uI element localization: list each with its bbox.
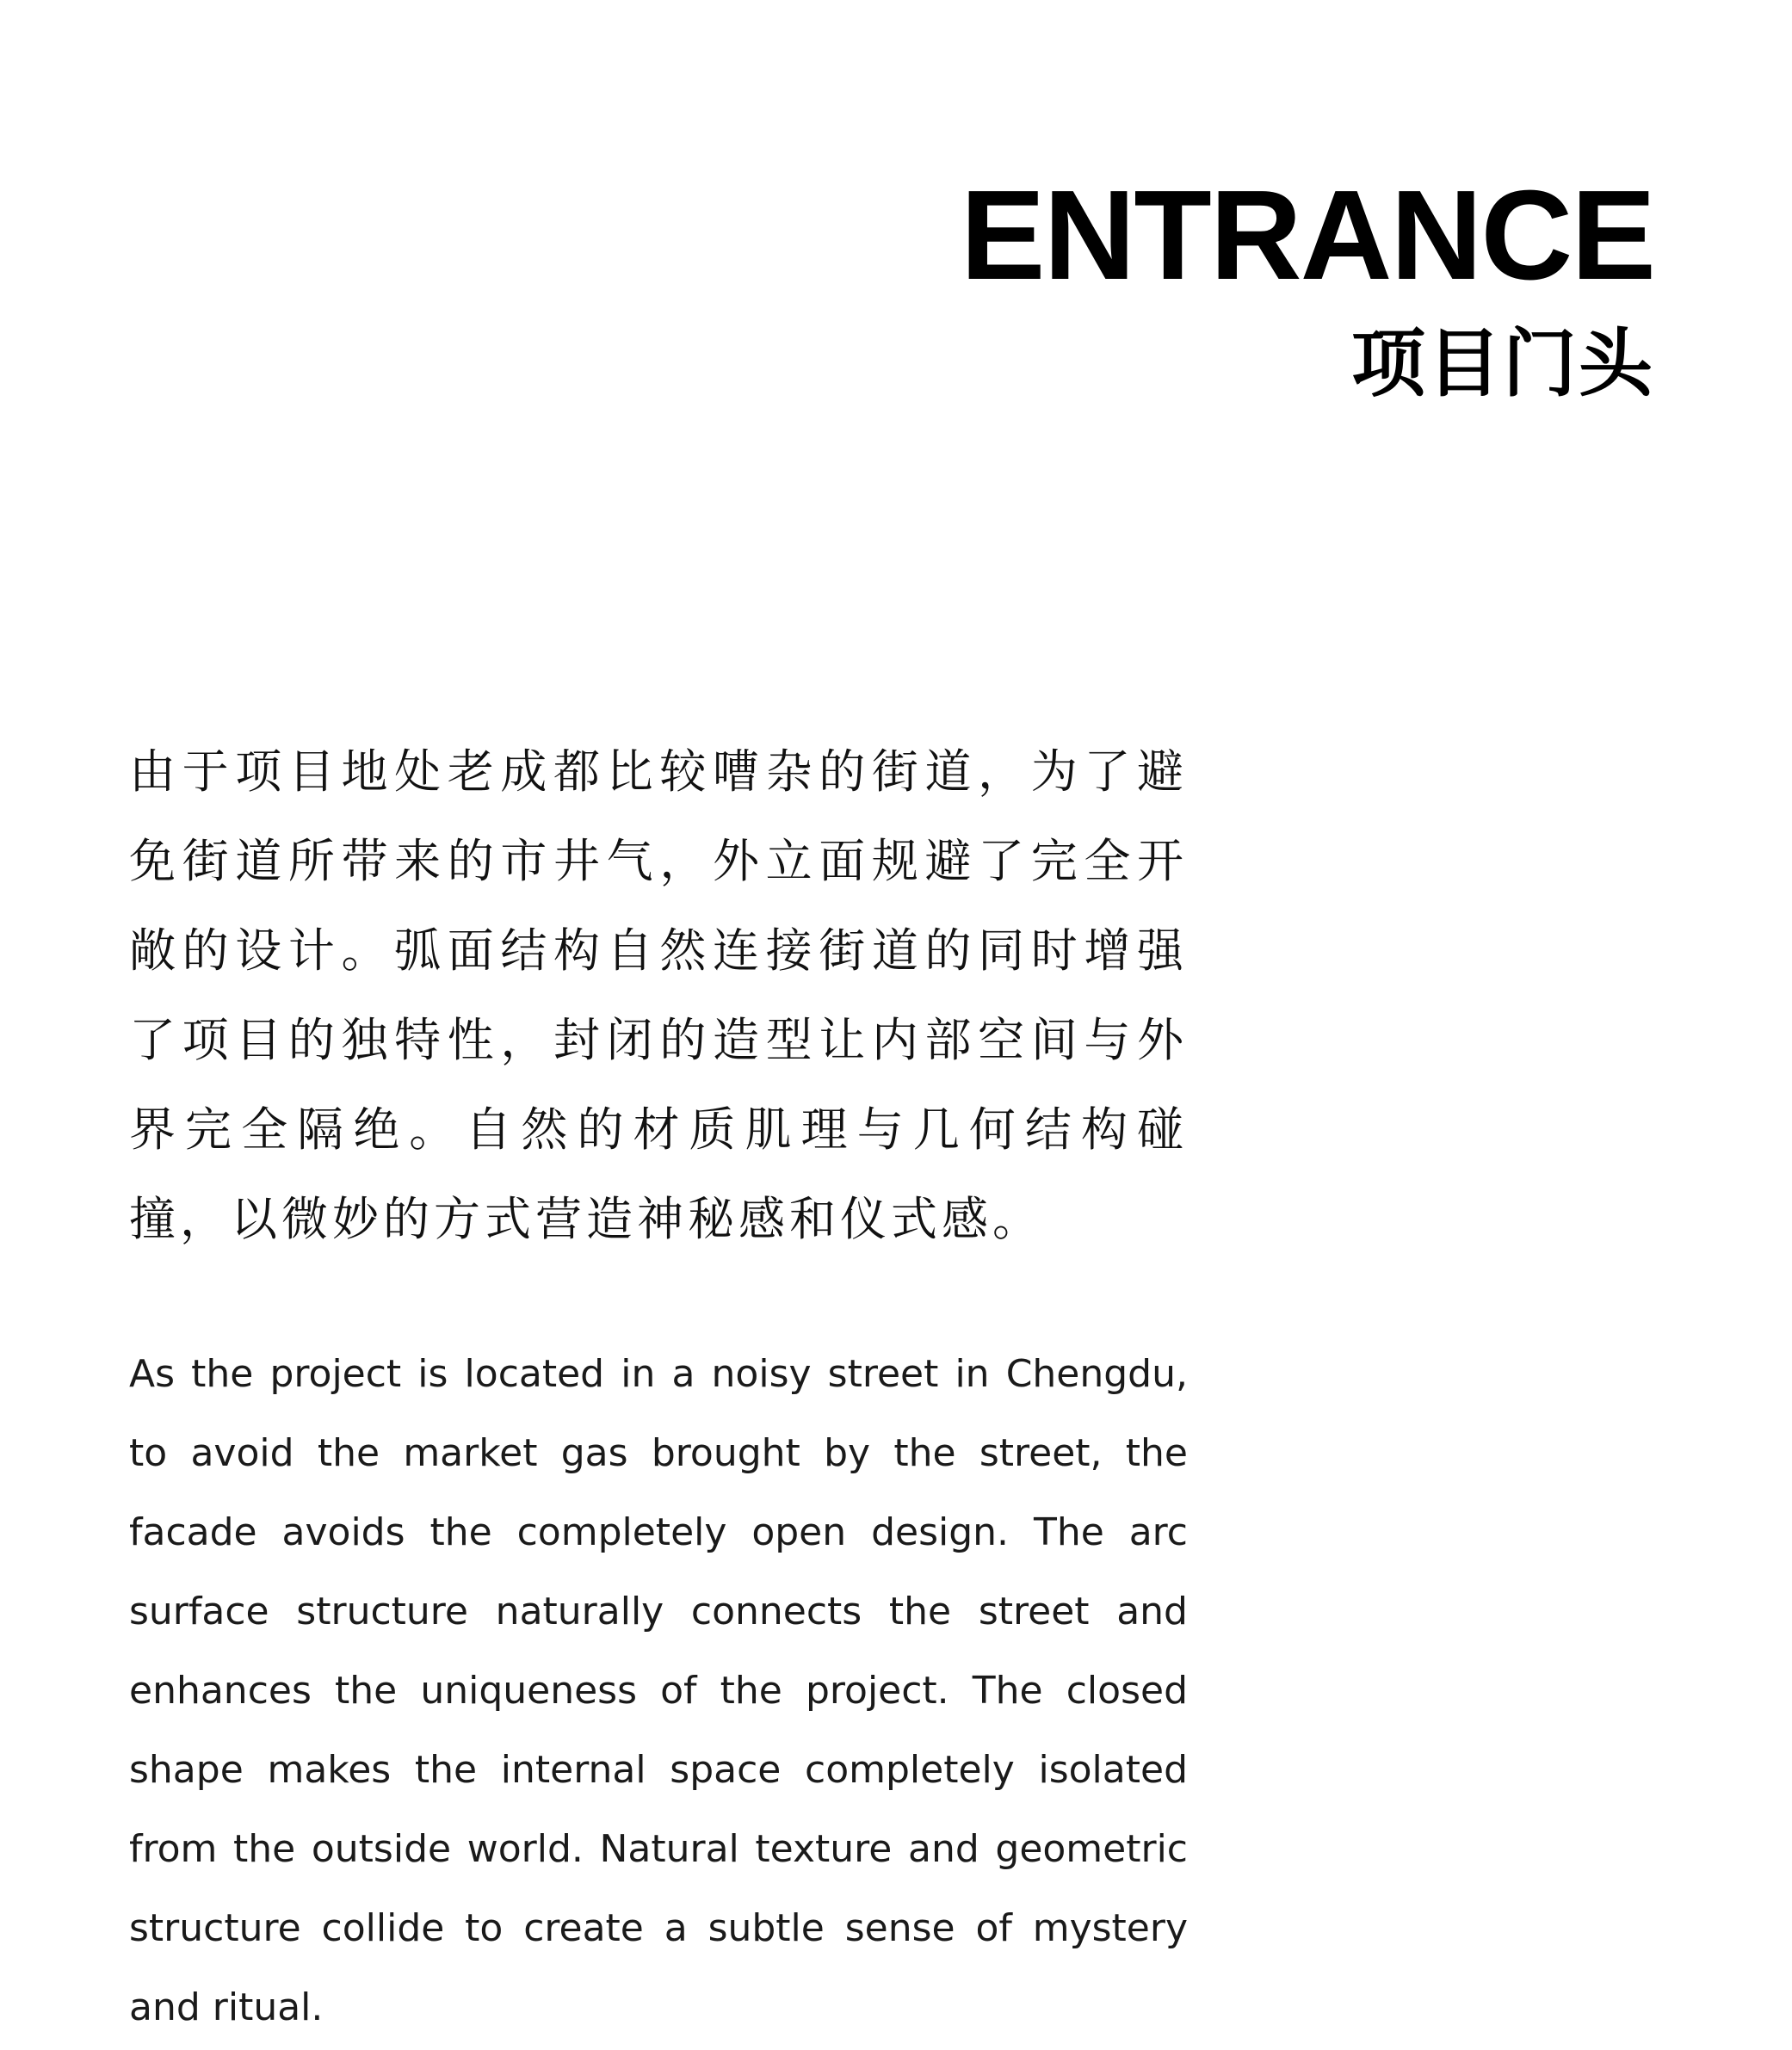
page-subtitle: 项目门头 [1351, 321, 1654, 407]
header [960, 164, 1654, 407]
body-text [129, 727, 1188, 2047]
paragraph-chinese: 由于项目地处老成都比较嘈杂的街道，为了避免街道所带来的市井气，外立面规避了完全开敞的设计。弧面结构自然连接街道的同时增强了项目的独特性，封闭的造型让内部空间与外界完全隔绝。自然的材质肌理与几何结构碰撞，以微妙的方式营造神秘感和仪式感。 [129, 744, 1188, 1246]
paragraph-english: As the project is located in a noisy street in Chengdu, to avoid the market gas brought by the street, the facade avoids the completely open design. The arc surface structure naturally connects the street and enhances the uniqueness of the project. The closed shape makes the internal space completely isolated from the outside world. Natural texture and geometric structure collide to create a subtle sense of mystery and ritual. [129, 1352, 1188, 2029]
page-title: ENTRANCE [960, 164, 1654, 306]
